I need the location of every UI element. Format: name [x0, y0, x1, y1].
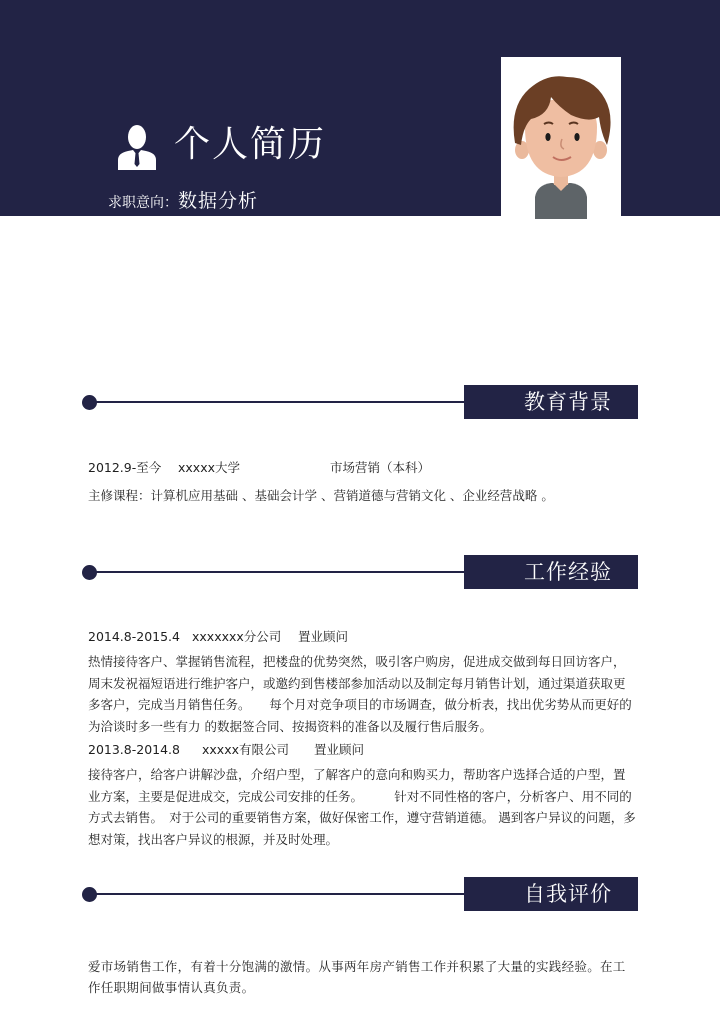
section-header-work: [82, 555, 638, 589]
job-intent: [108, 188, 258, 216]
job-header: [88, 627, 348, 645]
job-company: xxxxx有限公司: [202, 742, 289, 757]
job-period: 2013.8-2014.8: [88, 742, 180, 757]
section-title-work: 工作经验: [464, 555, 638, 589]
education-period: 2012.9-至今: [88, 460, 162, 475]
section-header-education: [82, 385, 638, 419]
divider-line: [92, 571, 482, 573]
job-intent-value: 数据分析: [178, 190, 259, 212]
person-icon: [116, 124, 158, 170]
job-period: 2014.8-2015.4: [88, 629, 180, 644]
job-intent-label: 求职意向：: [108, 195, 178, 211]
education-entry: [88, 458, 430, 476]
divider-line: [92, 893, 482, 895]
job-header: [88, 740, 364, 758]
avatar-cartoon-icon: [501, 57, 621, 219]
divider-line: [92, 401, 482, 403]
section-title-education: 教育背景: [464, 385, 638, 419]
education-school: xxxxx大学: [178, 460, 240, 475]
job-company: xxxxxxx分公司: [192, 629, 282, 644]
profile-photo: [501, 57, 621, 219]
job-role: 置业顾问: [314, 742, 365, 757]
section-header-self-evaluation: [82, 877, 638, 911]
job-role: 置业顾问: [298, 629, 349, 644]
resume-title: 个人简历: [174, 124, 327, 165]
education-courses: 主修课程：计算机应用基础 、基础会计学 、营销道德与营销文化 、企业经营战略 。: [88, 488, 554, 503]
job-description: 接待客户，给客户讲解沙盘，介绍户型，了解客户的意向和购买力，帮助客户选择合适的户型，置业方案，主要是促进成交，完成公司安排的任务。 针对不同性格的客户，分析客户、用不同的方式去销售。 对于公司的重要销售方案，做好保密工作，遵守营销道德。 遇到客户异议的问题，多想对策，找出客户异议的根源，并及时处理。: [88, 767, 636, 847]
job-description: 热情接待客户、掌握销售流程，把楼盘的优势突然，吸引客户购房，促进成交做到每日回访客户，周末发祝福短语进行维护客户，或邀约到售楼部参加活动以及制定每月销售计划，通过渠道获取更多客户，完成当月销售任务。 每个月对竞争项目的市场调查，做分析表，找出优劣势从而更好的为洽谈时多一些有力 的数据签合同、按揭资料的准备以及履行售后服务。: [88, 654, 632, 734]
education-major: 市场营销（本科）: [330, 460, 431, 475]
self-evaluation-text: 爱市场销售工作，有着十分饱满的激情。从事两年房产销售工作并积累了大量的实践经验。在工作任职期间做事情认真负责。: [88, 959, 626, 995]
section-title-self-evaluation: 自我评价: [464, 877, 638, 911]
